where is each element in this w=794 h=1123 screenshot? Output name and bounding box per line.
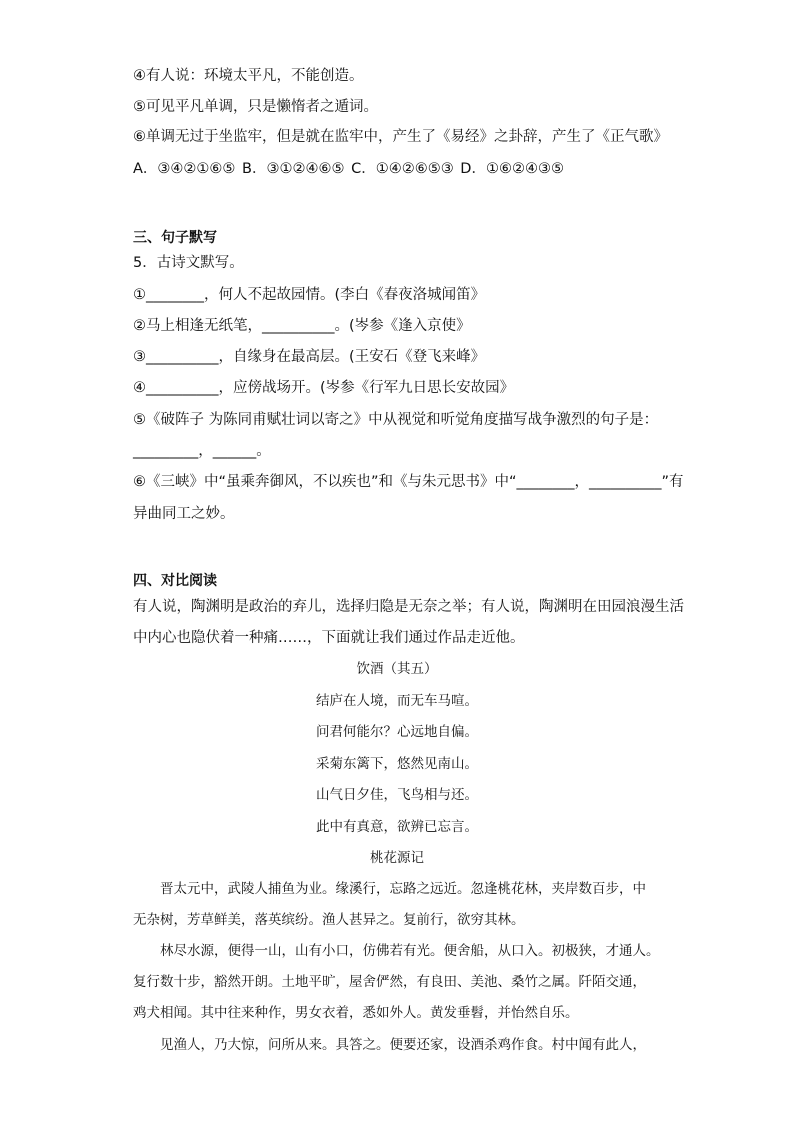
essay-line: 复行数十步，豁然开朗。土地平旷，屋舍俨然，有良田、美池、桑竹之属。阡陌交通， — [133, 974, 646, 990]
answer-options: A．③④②①⑥⑤ B．③①②④⑥⑤ C．①④②⑥⑤③ D．①⑥②④③⑤ — [133, 161, 564, 177]
intro-line-1: 有人说，陶渊明是政治的弃儿，选择归隐是无奈之举；有人说，陶渊明在田园浪漫生活 — [133, 599, 684, 615]
essay-line: 林尽水源，便得一山，山有小口，仿佛若有光。便舍船，从口入。初极狭，才通人。 — [133, 943, 660, 959]
essay-line: 无杂树，芳草鲜美，落英缤纷。渔人甚异之。复前行，欲穷其林。 — [133, 912, 525, 928]
essay-line: 鸡犬相闻。其中往来种作，男女衣着，悉如外人。黄发垂髫，并怡然自乐。 — [133, 1005, 579, 1021]
poem-line: 采菊东篱下，悠然见南山。 — [316, 756, 478, 772]
question-5: 5．古诗文默写。 — [133, 255, 244, 271]
poem-line: 结庐在人境，而无车马喧。 — [316, 693, 478, 709]
dictation-line-1: ①________，何人不起故园情。(李白《春夜洛城闻笛》 — [133, 287, 486, 303]
dictation-line-3: ③__________，自缘身在最高层。(王安石《登飞来峰》 — [133, 349, 486, 365]
section-heading-comparative-reading: 四、对比阅读 — [133, 573, 217, 589]
essay-title: 桃花源记 — [370, 850, 424, 866]
poem-line: 问君何能尔？心远地自偏。 — [316, 724, 478, 740]
sequence-item-5: ⑤可见平凡单调，只是懒惰者之遁词。 — [133, 99, 378, 115]
dictation-line-5: ⑤《破阵子 为陈同甫赋壮词以寄之》中从视觉和听觉角度描写战争激烈的句子是： — [133, 412, 659, 428]
dictation-line-4: ④__________，应傍战场开。(岑参《行军九日思长安故园》 — [133, 380, 515, 396]
poem-title: 饮酒（其五） — [356, 661, 438, 677]
dictation-line-6: ⑥《三峡》中“虽乘奔御风，不以疾也”和《与朱元思书》中“________，__________”有 — [133, 474, 684, 490]
poem-line: 山气日夕佳，飞鸟相与还。 — [316, 787, 478, 803]
dictation-line-5-blanks: _________，______。 — [133, 443, 271, 459]
sequence-item-6: ⑥单调无过于坐监牢，但是就在监牢中，产生了《易经》之卦辞，产生了《正气歌》 — [133, 129, 668, 145]
poem-line: 此中有真意，欲辨已忘言。 — [316, 819, 478, 835]
essay-line: 晋太元中，武陵人捕鱼为业。缘溪行，忘路之远近。忽逢桃花林，夹岸数百步，中 — [133, 881, 646, 897]
dictation-line-6-cont: 异曲同工之妙。 — [133, 506, 235, 522]
section-heading-dictation: 三、句子默写 — [133, 230, 217, 246]
dictation-line-2: ②马上相逢无纸笔，__________。(岑参《逢入京使》 — [133, 318, 471, 334]
sequence-item-4: ④有人说：环境太平凡，不能创造。 — [133, 68, 364, 84]
essay-line: 见渔人，乃大惊，问所从来。具答之。便要还家，设酒杀鸡作食。村中闻有此人， — [133, 1037, 646, 1053]
intro-line-2: 中内心也隐伏着一种痛……，下面就让我们通过作品走近他。 — [133, 630, 525, 646]
